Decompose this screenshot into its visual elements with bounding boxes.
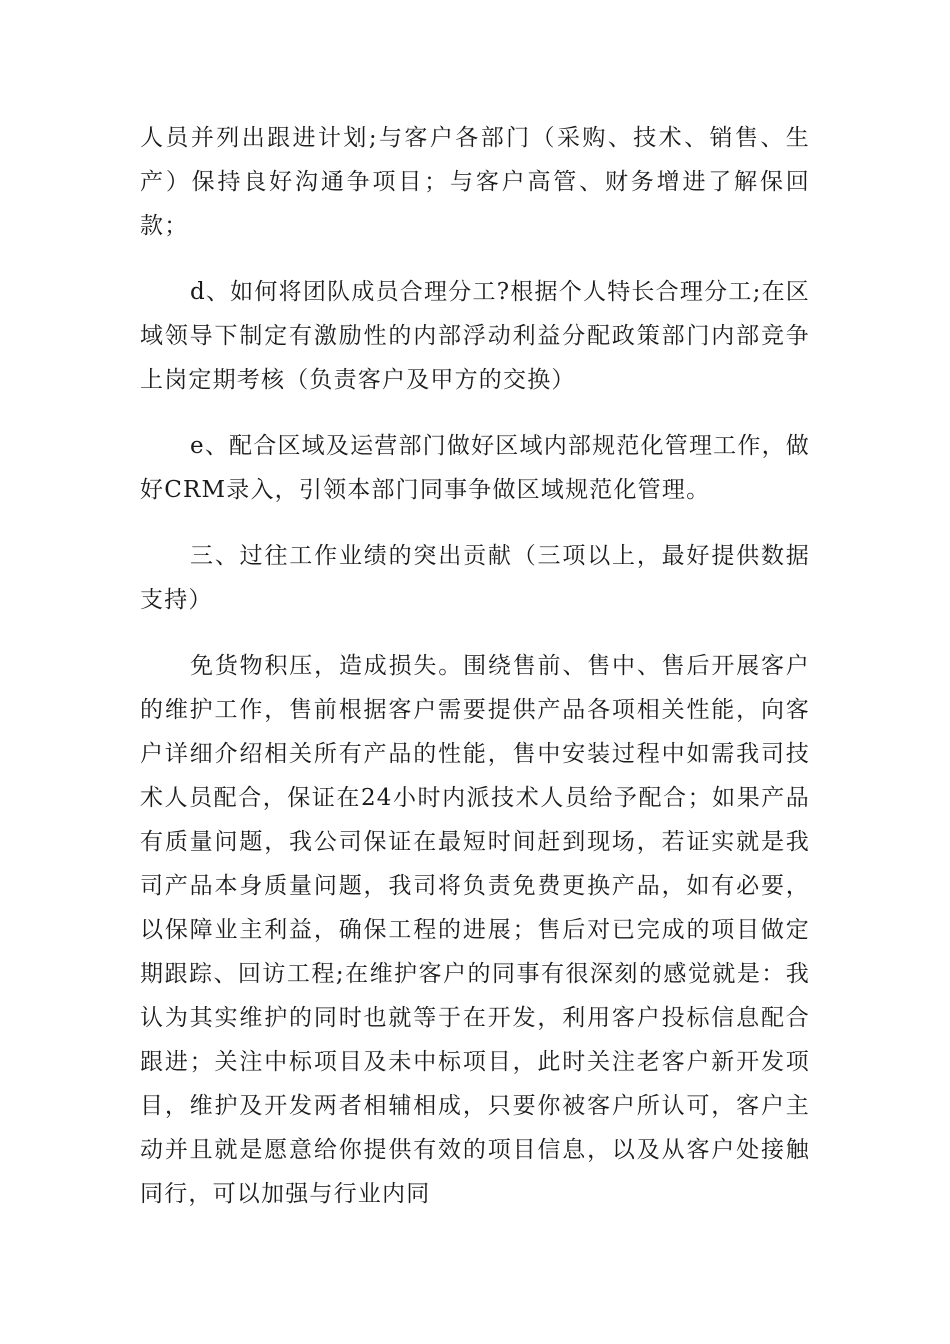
document-body xyxy=(140,116,810,1238)
paragraph-follow-up-plan: 人员并列出跟进计划;与客户各部门（采购、技术、销售、生产）保持良好沟通争项目；与客户高管、财务增进了解保回款； xyxy=(140,125,810,239)
paragraph-team-division: d、如何将团队成员合理分工?根据个人特长合理分工;在区域领导下制定有激励性的内部浮动利益分配政策部门内部竞争上岗定期考核（负责客户及甲方的交换） xyxy=(140,279,810,393)
paragraph-regional-management: e、配合区域及运营部门做好区域内部规范化管理工作，做好CRM录入，引领本部门同事争做区域规范化管理。 xyxy=(140,433,810,503)
section-heading-achievements: 三、过往工作业绩的突出贡献（三项以上，最好提供数据支持） xyxy=(140,543,810,613)
paragraph-customer-maintenance: 免货物积压，造成损失。围绕售前、售中、售后开展客户的维护工作，售前根据客户需要提供产品各项相关性能，向客户详细介绍相关所有产品的性能，售中安装过程中如需我司技术人员配合，保证在24小时内派技术人员给予配合；如果产品有质量问题，我公司保证在最短时间赶到现场，若证实就是我司产品本身质量问题，我司将负责免费更换产品，如有必要，以保障业主利益，确保工程的进展；售后对已完成的项目做定期跟踪、回访工程;在维护客户的同事有很深刻的感觉就是：我认为其实维护的同时也就等于在开发，利用客户投标信息配合跟进；关注中标项目及未中标项目，此时关注老客户新开发项目，维护及开发两者相辅相成，只要你被客户所认可，客户主动并且就是愿意给你提供有效的项目信息，以及从客户处接触同行，可以加强与行业内同 xyxy=(140,653,810,1207)
